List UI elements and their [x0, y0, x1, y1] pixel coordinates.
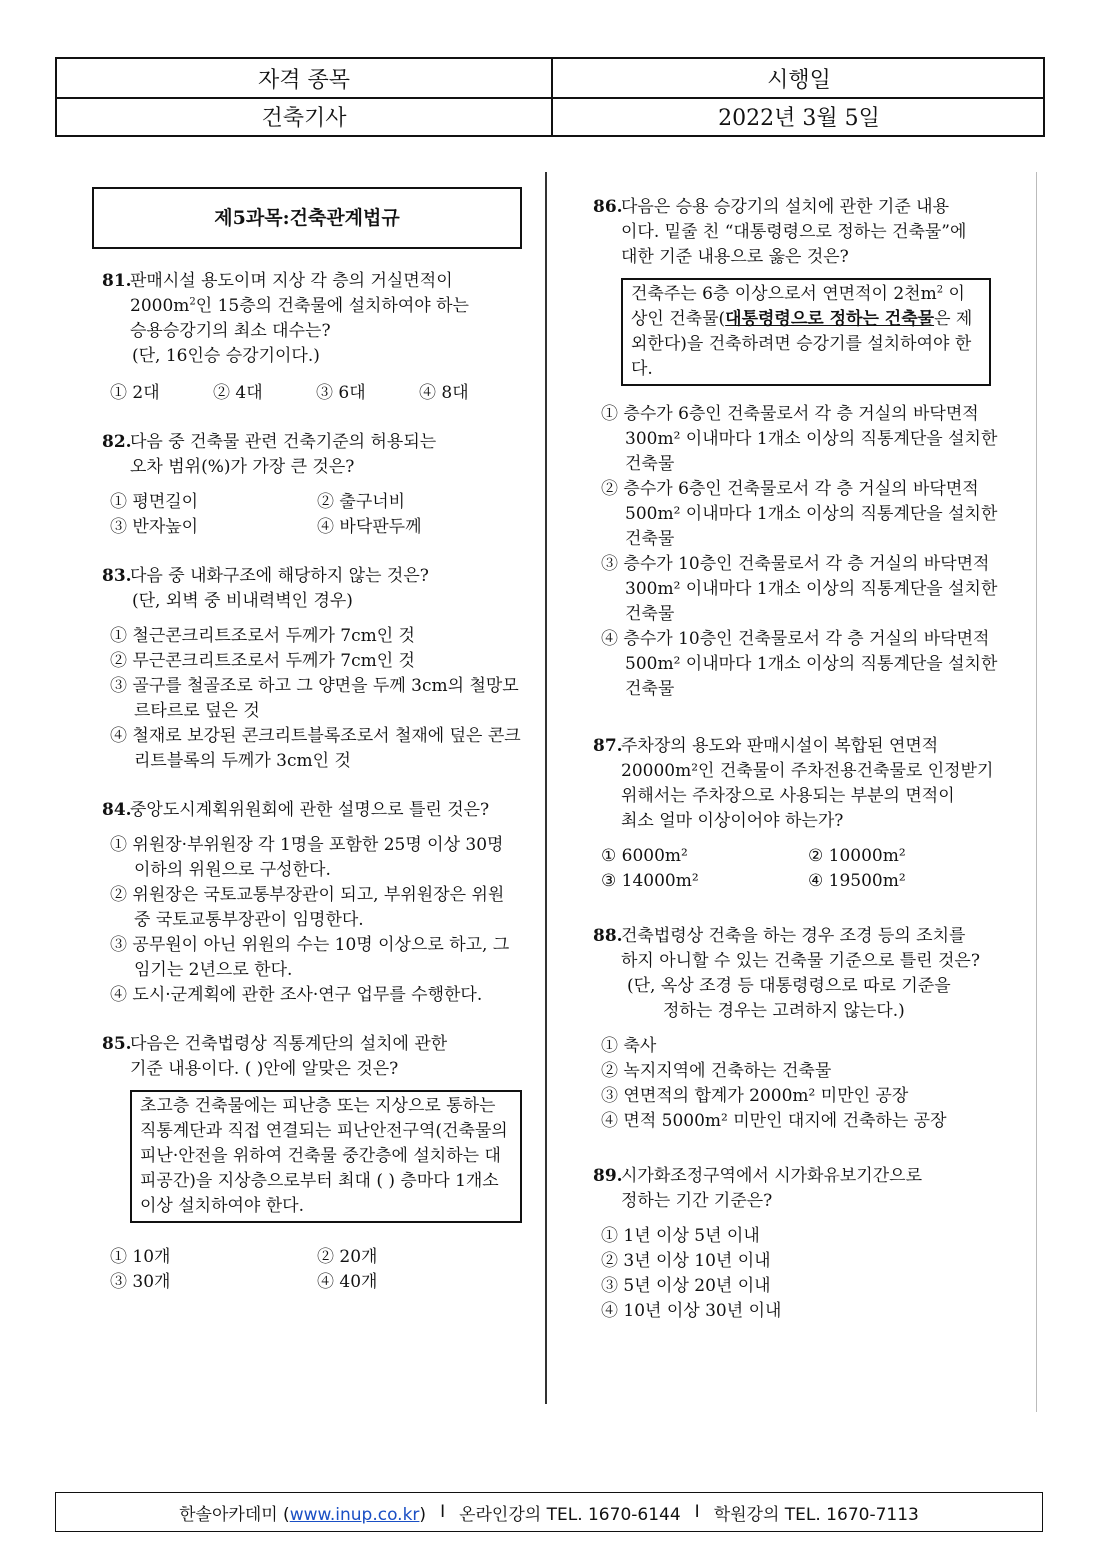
option-3[interactable]: ③ 골구를 철골조로 하고 그 양면을 두께 3cm의 철망모르타르로 덮은 것 — [110, 676, 519, 721]
subject-title: 제5과목:건축관계법규 — [92, 187, 522, 249]
exam-date-label: 시행일 — [767, 67, 831, 93]
option-4[interactable]: ④ 8대 — [419, 383, 469, 403]
academy-website-link[interactable]: www.inup.co.kr — [289, 1504, 420, 1525]
option-1[interactable]: ① 철근콘크리트조로서 두께가 7cm인 것 — [110, 626, 415, 646]
question-89 — [583, 1164, 1013, 1214]
question-85 — [92, 1032, 522, 1223]
answer-options — [92, 833, 522, 1008]
right-margin-line — [1036, 172, 1037, 1412]
header-row-values — [57, 97, 1043, 135]
question-number: 81. — [102, 271, 132, 291]
option-4[interactable]: ④ 도시·군계획에 관한 조사·연구 업무를 수행한다. — [110, 985, 483, 1005]
option-3[interactable]: ③ 30개 — [110, 1272, 171, 1292]
question-text: 다음은 건축법령상 직통계단의 설치에 관한 기준 내용이다. ( )안에 알맞은 것은? — [130, 1034, 448, 1079]
condition-box: 초고층 건축물에는 피난층 또는 지상으로 통하는 직통계단과 직접 연결되는 피난안전구역(건축물의 피난·안전을 위하여 건축물 중간층에 설치하는 대피공간)을 지상층으로부터 최대 ( ) 층마다 1개소 이상 설치하여야 한다. — [130, 1090, 522, 1223]
option-2[interactable]: ② 출구너비 — [317, 492, 406, 512]
question-number: 88. — [593, 926, 623, 946]
option-4[interactable]: ④ 면적 5000m² 미만인 대지에 건축하는 공장 — [601, 1111, 947, 1131]
condition-box: 건축주는 6층 이상으로서 연면적이 2천$m^2$ 이상인 건축물(대통령령으로 정하는 건축물은 제외한다)을 건축하려면 승강기를 설치하여야 한다. — [621, 278, 991, 386]
question-number: 82. — [102, 432, 132, 452]
option-3[interactable]: ③ 연면적의 합계가 2000m² 미만인 공장 — [601, 1086, 909, 1106]
question-text: 건축법령상 건축을 하는 경우 조경 등의 조치를 하지 아니할 수 있는 건축물 기준으로 틀린 것은? — [621, 926, 980, 971]
option-3[interactable]: ③ 공무원이 아닌 위원의 수는 10명 이상으로 하고, 그 임기는 2년으로 한다. — [110, 935, 510, 980]
footer-bar — [55, 1492, 1043, 1532]
option-1[interactable]: ① 10개 — [110, 1247, 171, 1267]
option-4[interactable]: ④ 19500m² — [808, 871, 906, 891]
option-2[interactable]: ② 20개 — [317, 1247, 378, 1267]
option-2[interactable]: ② 녹지지역에 건축하는 건축물 — [601, 1061, 832, 1081]
option-2[interactable]: ② 위원장은 국토교통부장관이 되고, 부위원장은 위원 중 국토교통부장관이 임명한다. — [110, 885, 505, 930]
footer-academy: 한솔아카데미 (www.inup.co.kr) — [179, 1504, 427, 1525]
option-1[interactable]: ① 1년 이상 5년 이내 — [601, 1226, 760, 1246]
exam-header-table — [55, 57, 1045, 137]
option-1[interactable]: ① 층수가 6층인 건축물로서 각 층 거실의 바닥면적 300m² 이내마다 1개소 이상의 직통계단을 설치한 건축물 — [601, 404, 998, 474]
answer-options — [92, 490, 522, 540]
answer-options — [92, 1245, 522, 1295]
question-number: 85. — [102, 1034, 132, 1054]
option-3[interactable]: ③ 6대 — [316, 383, 366, 403]
option-2[interactable]: ② 무근콘크리트조로서 두께가 7cm인 것 — [110, 651, 415, 671]
exam-subject-label: 자격 종목 — [57, 59, 553, 97]
question-text: 다음 중 내화구조에 해당하지 않는 것은? — [130, 566, 429, 586]
question-text: 주차장의 용도와 판매시설이 복합된 연면적 20000m²인 건축물이 주차전용건축물로 인정받기 위해서는 주차장으로 사용되는 부분의 면적이 최소 얼마 이상이어야 하는가? — [621, 736, 994, 831]
question-text: 판매시설 용도이며 지상 각 층의 거실면적이 $2000m^2$인 15층의 건축물에 설치하여야 하는 승용승강기의 최소 대수는? — [130, 271, 469, 341]
answer-options — [583, 1224, 1013, 1324]
option-3[interactable]: ③ 층수가 10층인 건축물로서 각 층 거실의 바닥면적 300m² 이내마다 1개소 이상의 직통계단을 설치한 건축물 — [601, 554, 998, 624]
question-number: 89. — [593, 1166, 623, 1186]
question-text: 중앙도시계획위원회에 관한 설명으로 틀린 것은? — [130, 800, 490, 820]
option-1[interactable]: ① 2대 — [110, 383, 160, 403]
option-4[interactable]: ④ 바닥판두께 — [317, 517, 422, 537]
question-text: 다음은 승용 승강기의 설치에 관한 기준 내용 이다. 밑줄 친 “대통령령으로 정하는 건축물”에 대한 기준 내용으로 옳은 것은? — [621, 197, 967, 267]
question-note: (단, 외벽 중 비내력벽인 경우) — [132, 591, 353, 611]
left-column — [92, 187, 522, 1295]
option-1[interactable]: ① 위원장·부위원장 각 1명을 포함한 25명 이상 30명 이하의 위원으로 구성한다. — [110, 835, 504, 880]
question-84 — [92, 798, 522, 823]
option-3[interactable]: ③ 5년 이상 20년 이내 — [601, 1276, 771, 1296]
option-4[interactable]: ④ 철재로 보강된 콘크리트블록조로서 철재에 덮은 콘크리트블록의 두께가 3cm인 것 — [110, 726, 521, 771]
option-1[interactable]: ① 평면길이 — [110, 492, 199, 512]
option-2[interactable]: ② 층수가 6층인 건축물로서 각 층 거실의 바닥면적 500m² 이내마다 1개소 이상의 직통계단을 설치한 건축물 — [601, 479, 998, 549]
question-number: 87. — [593, 736, 623, 756]
option-1[interactable]: ① 축사 — [601, 1036, 657, 1056]
right-column — [583, 195, 1013, 1324]
option-1[interactable]: ① 6000m² — [601, 846, 688, 866]
question-text: 시가화조정구역에서 시가화유보기간으로 정하는 기간 기준은? — [621, 1166, 922, 1211]
question-text: 다음 중 건축물 관련 건축기준의 허용되는 오차 범위(%)가 가장 큰 것은? — [130, 432, 437, 477]
option-4[interactable]: ④ 10년 이상 30년 이내 — [601, 1301, 782, 1321]
answer-options — [583, 844, 1013, 894]
option-3[interactable]: ③ 반자높이 — [110, 517, 199, 537]
option-4[interactable]: ④ 층수가 10층인 건축물로서 각 층 거실의 바닥면적 500m² 이내마다 1개소 이상의 직통계단을 설치한 건축물 — [601, 629, 998, 699]
question-number: 86. — [593, 197, 623, 217]
option-2[interactable]: ② 4대 — [213, 383, 263, 403]
answer-options — [92, 624, 522, 774]
footer-separator: I — [694, 1502, 700, 1522]
option-3[interactable]: ③ 14000m² — [601, 871, 699, 891]
exam-subject-value: 건축기사 — [57, 97, 553, 135]
question-82 — [92, 430, 522, 480]
option-2[interactable]: ② 10000m² — [808, 846, 906, 866]
question-88 — [583, 924, 1013, 1024]
question-83 — [92, 564, 522, 614]
header-row-labels — [57, 59, 1043, 99]
option-2[interactable]: ② 3년 이상 10년 이내 — [601, 1251, 771, 1271]
question-81 — [92, 269, 522, 369]
question-87 — [583, 734, 1013, 834]
exam-date-value: 2022년 3월 5일 — [718, 105, 880, 131]
footer-separator: I — [440, 1502, 446, 1522]
answer-options — [92, 381, 522, 406]
underlined-term: 대통령령으로 정하는 건축물 — [725, 309, 935, 329]
question-number: 84. — [102, 800, 132, 820]
question-note: (단, 옥상 조경 등 대통령령으로 따로 기준을 정하는 경우는 고려하지 않는다.) — [627, 976, 951, 1021]
answer-options — [583, 402, 1013, 702]
question-86 — [583, 195, 1013, 386]
option-4[interactable]: ④ 40개 — [317, 1272, 378, 1292]
footer-online-tel: 온라인강의 TEL. 1670-6144 — [459, 1504, 681, 1525]
footer-offline-tel: 학원강의 TEL. 1670-7113 — [713, 1504, 919, 1525]
question-note: (단, 16인승 승강기이다.) — [132, 346, 320, 366]
column-divider — [545, 172, 547, 1404]
question-number: 83. — [102, 566, 132, 586]
answer-options — [583, 1034, 1013, 1134]
